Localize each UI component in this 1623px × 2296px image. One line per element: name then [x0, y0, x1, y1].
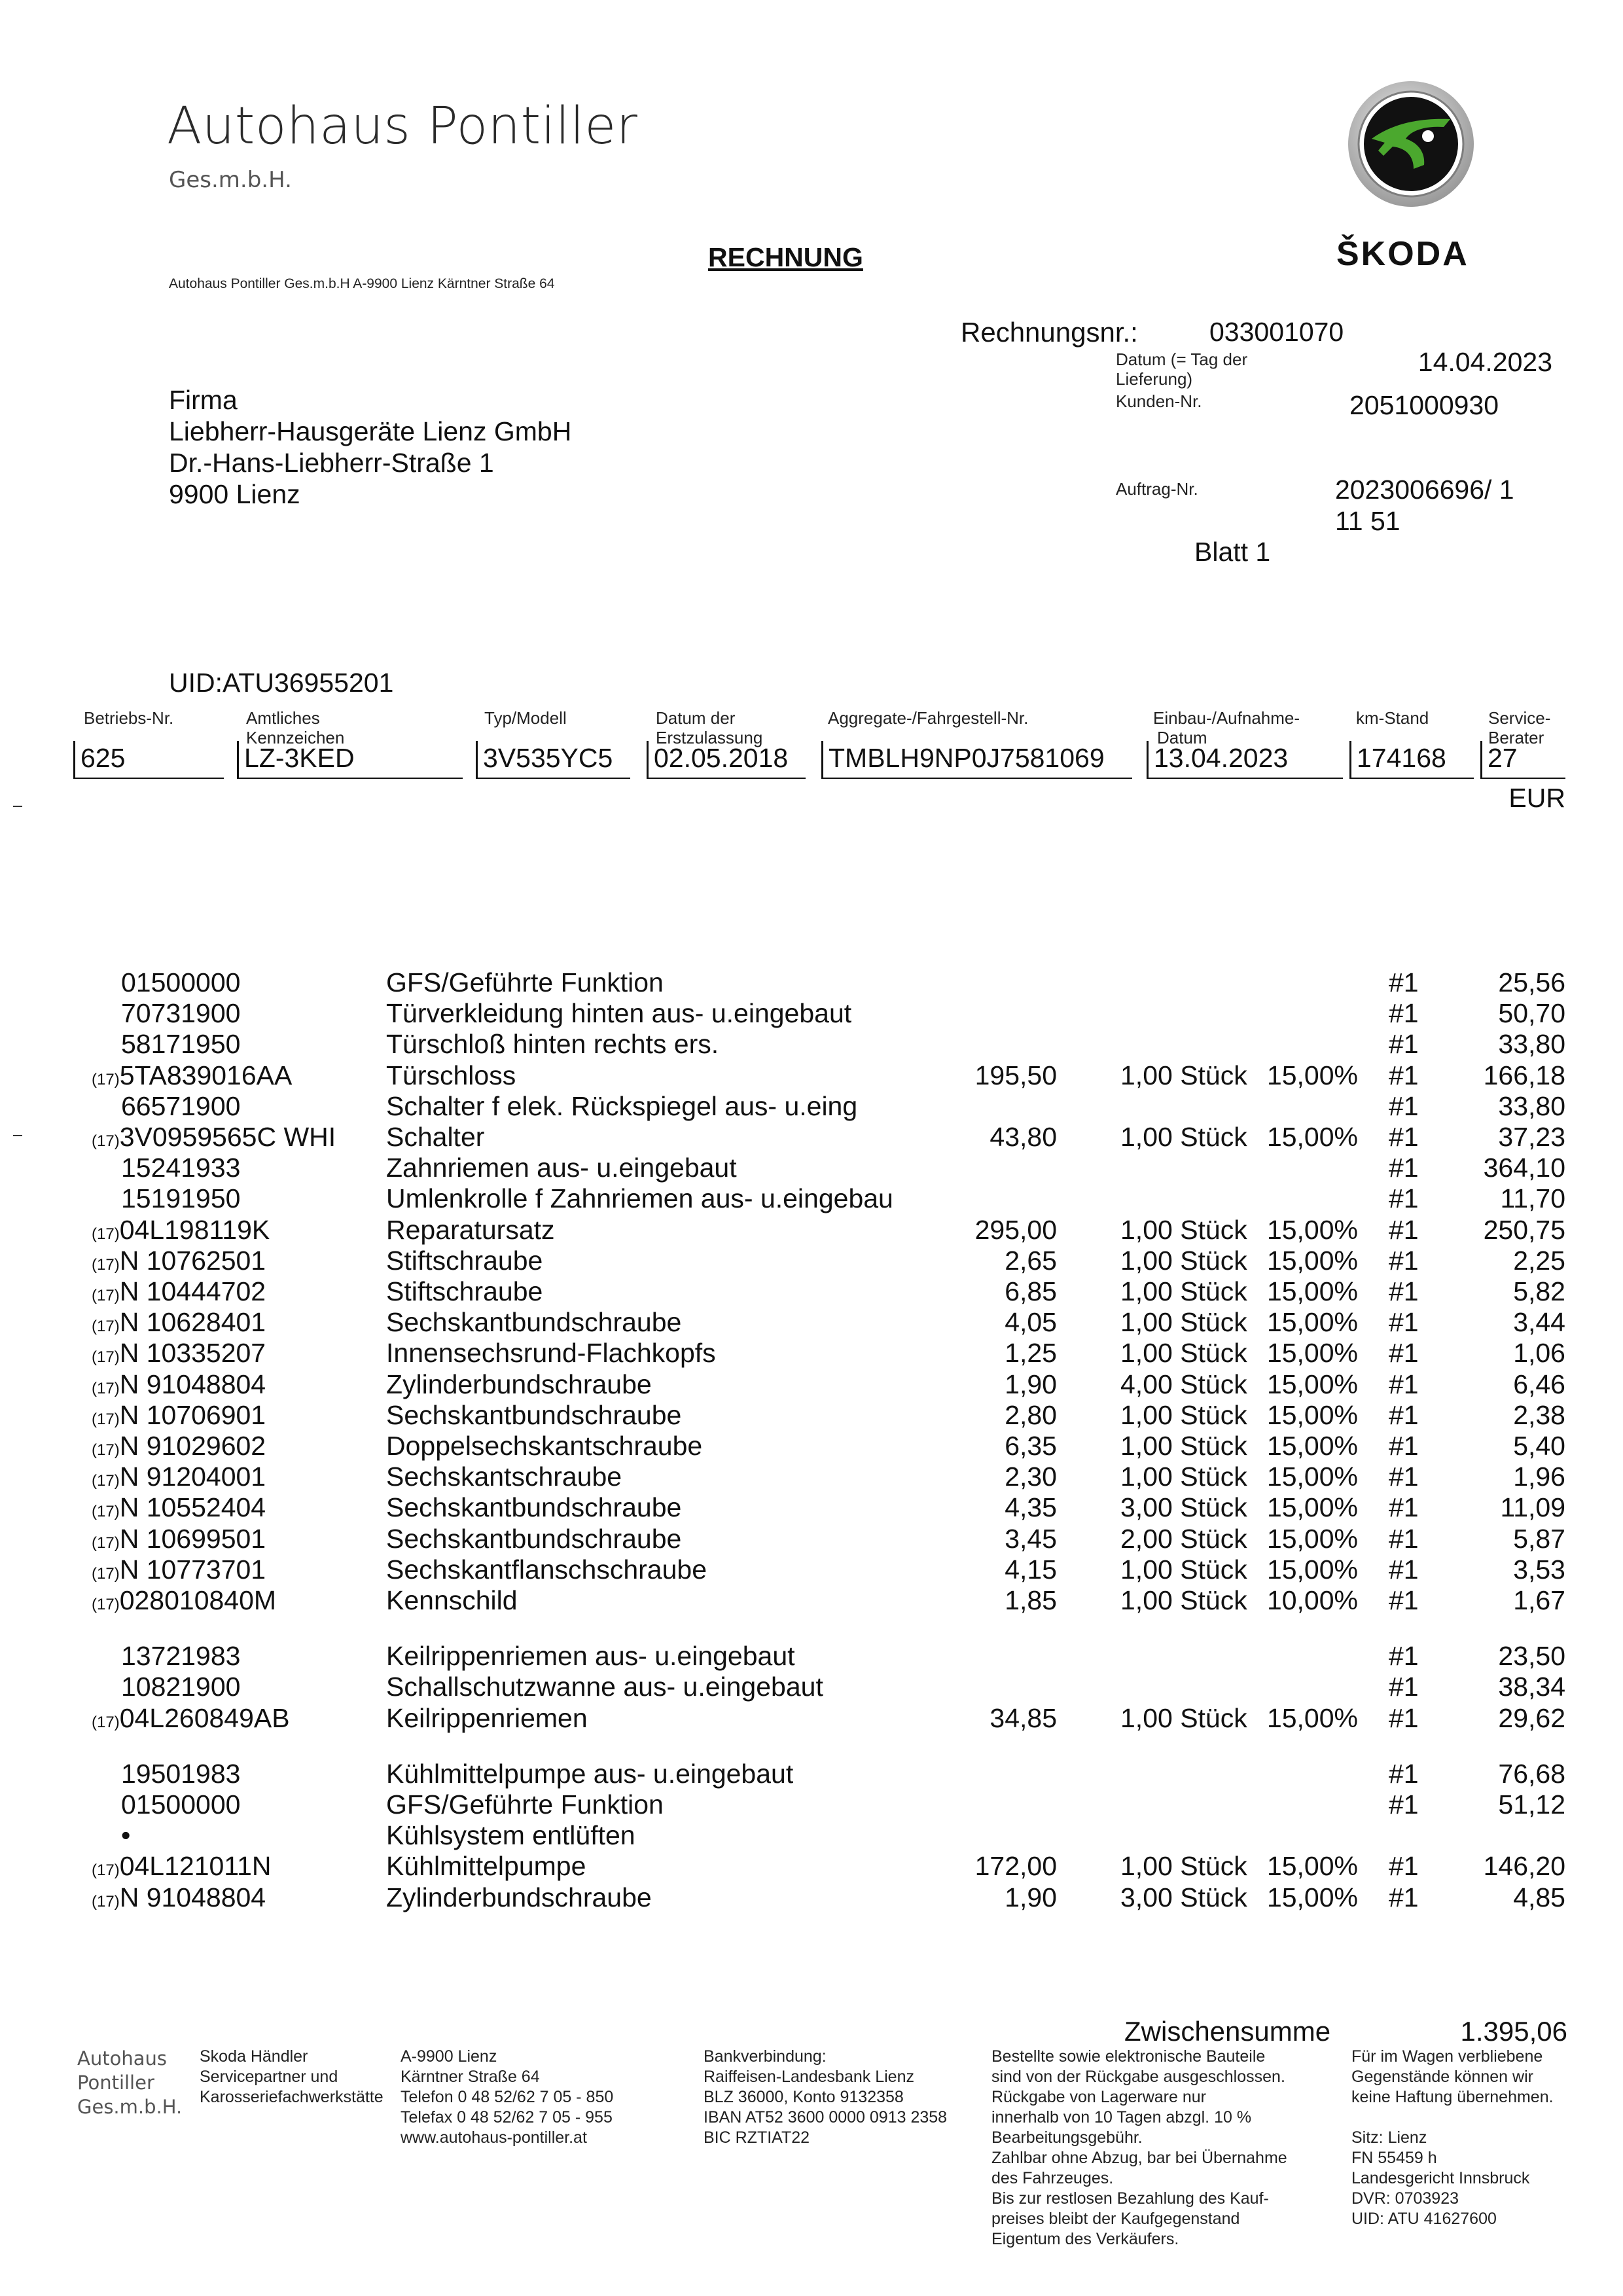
- item-discount: 15,00%: [1266, 1431, 1358, 1461]
- item-tax-code: #1: [1389, 1492, 1419, 1523]
- item-discount: 15,00%: [1266, 1882, 1358, 1912]
- item-code: [92, 1462, 266, 1492]
- item-description: Kühlmittelpumpe: [386, 1851, 586, 1882]
- label-betriebs-nr: Betriebs-Nr.: [84, 708, 174, 728]
- footer-return-terms: Bestellte sowie elektronische Bauteile sind von der Rückgabe ausgeschlossen. Rückgabe von Lagerware nur innerhalb von 10 Tagen abzgl. 10 % Bearbeitungsgebühr. Zahlbar ohne Abzug, bar bei Übernahme des Fahrzeuges. Bis zur restlosen Bezahlung des Kauf- preises bleibt der Kaufgegenstand Eigentum des Verkäufers.: [991, 2047, 1287, 2248]
- item-total: 146,20: [1483, 1851, 1565, 1882]
- item-quantity: 1,00 Stück: [1120, 1338, 1247, 1369]
- table-row: [0, 1091, 1623, 1122]
- item-total: 25,56: [1498, 967, 1565, 997]
- item-code: [92, 1060, 292, 1091]
- item-total: 33,80: [1498, 1029, 1565, 1060]
- currency-label: EUR: [1508, 783, 1565, 813]
- item-tax-code: #1: [1389, 1153, 1419, 1183]
- item-tax-code: #1: [1389, 1369, 1419, 1399]
- table-row: [0, 1369, 1623, 1400]
- item-code: 70731900: [121, 998, 241, 1029]
- item-total: 38,34: [1498, 1672, 1565, 1702]
- item-discount: 15,00%: [1266, 1214, 1358, 1245]
- item-quantity: 1,00 Stück: [1120, 1060, 1247, 1090]
- item-description: Türverkleidung hinten aus- u.eingebaut: [386, 998, 852, 1029]
- customer-number-label: Kunden-Nr.: [1116, 391, 1202, 411]
- item-description: GFS/Geführte Funktion: [386, 967, 664, 997]
- item-discount: 15,00%: [1266, 1307, 1358, 1338]
- item-footnote-marker: (17): [92, 1132, 120, 1150]
- item-discount: 15,00%: [1266, 1276, 1358, 1306]
- item-total: 5,40: [1513, 1431, 1565, 1461]
- item-description: Zahnriemen aus- u.eingebaut: [386, 1153, 737, 1183]
- item-quantity: 1,00 Stück: [1120, 1462, 1247, 1492]
- table-row: [0, 1641, 1623, 1672]
- item-code-text: N 10762501: [119, 1245, 266, 1276]
- item-description: Kennschild: [386, 1585, 518, 1615]
- item-total: 50,70: [1498, 998, 1565, 1029]
- item-description: Sechskantbundschraube: [386, 1523, 682, 1554]
- item-tax-code: #1: [1389, 1523, 1419, 1554]
- order-number: 2023006696/ 1: [1335, 475, 1514, 505]
- item-description: Kühlsystem entlüften: [386, 1820, 635, 1851]
- item-description: Reparatursatz: [386, 1214, 555, 1245]
- item-quantity: 1,00 Stück: [1120, 1851, 1247, 1882]
- item-quantity: 1,00 Stück: [1120, 1399, 1247, 1430]
- table-row: [0, 1524, 1623, 1554]
- item-description: Kühlmittelpumpe aus- u.eingebaut: [386, 1758, 794, 1789]
- item-code: •: [121, 1820, 131, 1851]
- item-footnote-marker: (17): [92, 1892, 120, 1910]
- item-discount: 15,00%: [1266, 1338, 1358, 1369]
- item-description: Keilrippenriemen: [386, 1702, 588, 1733]
- item-tax-code: #1: [1389, 1214, 1419, 1245]
- item-tax-code: #1: [1389, 1789, 1419, 1820]
- item-unit-price: 4,05: [1005, 1307, 1057, 1338]
- label-einbau-datum: Einbau-/Aufnahme- Datum: [1153, 708, 1300, 747]
- value-service-berater: 27: [1480, 741, 1565, 779]
- table-row: [0, 1672, 1623, 1702]
- item-code: [92, 1703, 290, 1734]
- customer-uid: UID:ATU36955201: [169, 668, 394, 698]
- value-einbau-datum: 13.04.2023: [1147, 741, 1343, 779]
- item-code-text: N 10335207: [119, 1338, 266, 1369]
- item-discount: 15,00%: [1266, 1554, 1358, 1585]
- item-tax-code: #1: [1389, 1851, 1419, 1882]
- order-sub-number: 11 51: [1335, 506, 1400, 536]
- item-code-text: N 10699501: [119, 1523, 266, 1554]
- item-unit-price: 4,35: [1005, 1492, 1057, 1523]
- item-code-text: 5TA839016AA: [119, 1060, 293, 1090]
- item-unit-price: 1,90: [1005, 1369, 1057, 1399]
- item-footnote-marker: (17): [92, 1472, 120, 1490]
- label-kennzeichen: Amtliches Kennzeichen: [246, 708, 345, 747]
- item-description: Keilrippenriemen aus- u.eingebaut: [386, 1641, 795, 1672]
- table-row: [0, 1820, 1623, 1851]
- item-code: [92, 1431, 266, 1462]
- item-footnote-marker: (17): [92, 1255, 120, 1274]
- recipient-line-firma: Firma: [169, 385, 238, 415]
- item-footnote-marker: (17): [92, 1348, 120, 1367]
- item-unit-price: 2,65: [1005, 1245, 1057, 1276]
- table-row: [0, 1307, 1623, 1338]
- item-total: 2,25: [1513, 1245, 1565, 1276]
- subtotal-value: 1.395,06: [1460, 2016, 1567, 2047]
- item-code: [92, 1400, 266, 1431]
- item-discount: 15,00%: [1266, 1245, 1358, 1276]
- item-unit-price: 6,85: [1005, 1276, 1057, 1306]
- item-quantity: 3,00 Stück: [1120, 1882, 1247, 1912]
- item-footnote-marker: (17): [92, 1379, 120, 1397]
- item-discount: 10,00%: [1266, 1585, 1358, 1615]
- item-code-text: 028010840M: [119, 1585, 277, 1615]
- item-code: 66571900: [121, 1090, 241, 1121]
- item-unit-price: 43,80: [990, 1122, 1057, 1152]
- item-unit-price: 2,30: [1005, 1462, 1057, 1492]
- item-quantity: 1,00 Stück: [1120, 1245, 1247, 1276]
- item-discount: 15,00%: [1266, 1399, 1358, 1430]
- item-code-text: N 10444702: [119, 1276, 266, 1306]
- table-row: [0, 1585, 1623, 1616]
- item-total: 6,46: [1513, 1369, 1565, 1399]
- footer-dealer-info: Skoda Händler Servicepartner und Karosseriefachwerkstätte: [200, 2047, 383, 2106]
- item-total: 23,50: [1498, 1641, 1565, 1672]
- item-tax-code: #1: [1389, 1245, 1419, 1276]
- label-erstzulassung: Datum der Erstzulassung: [656, 708, 763, 747]
- item-description: Sechskantbundschraube: [386, 1399, 682, 1430]
- item-total: 2,38: [1513, 1399, 1565, 1430]
- item-footnote-marker: (17): [92, 1503, 120, 1521]
- label-typ-modell: Typ/Modell: [484, 708, 567, 728]
- item-description: Stiftschraube: [386, 1276, 543, 1306]
- invoice-date: 14.04.2023: [1418, 347, 1552, 377]
- item-footnote-marker: (17): [92, 1410, 120, 1428]
- item-code-text: N 10706901: [119, 1399, 266, 1430]
- item-quantity: 1,00 Stück: [1120, 1276, 1247, 1306]
- item-unit-price: 1,25: [1005, 1338, 1057, 1369]
- item-code: [92, 1554, 266, 1585]
- table-row: [0, 1122, 1623, 1153]
- item-code: 19501983: [121, 1758, 241, 1789]
- item-quantity: 1,00 Stück: [1120, 1702, 1247, 1733]
- skoda-winged-arrow-icon: [1346, 79, 1476, 209]
- table-row: [0, 998, 1623, 1029]
- footer-company-logo-text: Autohaus Pontiller Ges.m.b.H.: [77, 2047, 183, 2118]
- item-tax-code: #1: [1389, 1641, 1419, 1672]
- item-footnote-marker: (17): [92, 1318, 120, 1336]
- value-erstzulassung: 02.05.2018: [647, 741, 806, 779]
- item-total: 1,96: [1513, 1462, 1565, 1492]
- subtotal-label: Zwischensumme: [1124, 2016, 1331, 2047]
- item-code: [92, 1851, 271, 1882]
- table-row: [0, 1060, 1623, 1091]
- item-code: 10821900: [121, 1672, 241, 1702]
- value-betriebs-nr: 625: [73, 741, 224, 779]
- item-unit-price: 172,00: [974, 1851, 1057, 1882]
- item-code: [92, 1276, 266, 1307]
- label-fahrgestell-nr: Aggregate-/Fahrgestell-Nr.: [828, 708, 1029, 728]
- item-tax-code: #1: [1389, 967, 1419, 997]
- item-tax-code: #1: [1389, 1462, 1419, 1492]
- item-footnote-marker: (17): [92, 1534, 120, 1552]
- table-row: [0, 1462, 1623, 1492]
- item-tax-code: #1: [1389, 1399, 1419, 1430]
- item-tax-code: #1: [1389, 1122, 1419, 1152]
- item-discount: 15,00%: [1266, 1122, 1358, 1152]
- item-tax-code: #1: [1389, 1029, 1419, 1060]
- footer-contact-info: A-9900 Lienz Kärntner Straße 64 Telefon 0 48 52/62 7 05 - 850 Telefax 0 48 52/62 7 05 - 955 www.autohaus-pontiller.at: [401, 2047, 614, 2147]
- item-discount: 15,00%: [1266, 1369, 1358, 1399]
- item-quantity: 2,00 Stück: [1120, 1523, 1247, 1554]
- item-total: 37,23: [1498, 1122, 1565, 1152]
- item-description: Doppelsechskantschraube: [386, 1431, 703, 1461]
- item-code: [92, 1215, 270, 1246]
- item-description: Umlenkrolle f Zahnriemen aus- u.eingebau: [386, 1183, 893, 1214]
- item-total: 3,53: [1513, 1554, 1565, 1585]
- item-total: 1,06: [1513, 1338, 1565, 1369]
- item-code: 58171950: [121, 1029, 241, 1060]
- item-description: Zylinderbundschraube: [386, 1369, 652, 1399]
- table-row: [0, 1246, 1623, 1276]
- item-description: Stiftschraube: [386, 1245, 543, 1276]
- item-description: Türschloß hinten rechts ers.: [386, 1029, 719, 1060]
- item-tax-code: #1: [1389, 1090, 1419, 1121]
- table-row: [0, 1400, 1623, 1431]
- item-code-text: N 10773701: [119, 1554, 266, 1585]
- invoice-number: 033001070: [1209, 317, 1344, 347]
- table-row: [0, 1431, 1623, 1462]
- table-row: [0, 1338, 1623, 1369]
- table-row: [0, 1703, 1623, 1734]
- item-unit-price: 6,35: [1005, 1431, 1057, 1461]
- item-total: 1,67: [1513, 1585, 1565, 1615]
- table-row: [0, 1554, 1623, 1585]
- recipient-company: Liebherr-Hausgeräte Lienz GmbH: [169, 416, 572, 446]
- item-tax-code: #1: [1389, 1307, 1419, 1338]
- item-footnote-marker: (17): [92, 1596, 120, 1613]
- item-tax-code: #1: [1389, 1882, 1419, 1912]
- item-description: Zylinderbundschraube: [386, 1882, 652, 1912]
- item-description: Sechskantbundschraube: [386, 1307, 682, 1338]
- table-row: [0, 1183, 1623, 1214]
- invoice-number-label: Rechnungsnr.:: [961, 317, 1138, 348]
- item-discount: 15,00%: [1266, 1462, 1358, 1492]
- item-code: [92, 1338, 266, 1369]
- item-code-text: N 10628401: [119, 1307, 266, 1338]
- item-total: 5,82: [1513, 1276, 1565, 1306]
- item-code-text: N 10552404: [119, 1492, 266, 1523]
- item-footnote-marker: (17): [92, 1713, 120, 1731]
- delivery-date-label: Datum (= Tag der Lieferung): [1116, 350, 1248, 389]
- item-code: 01500000: [121, 967, 241, 997]
- item-discount: 15,00%: [1266, 1492, 1358, 1523]
- item-total: 51,12: [1498, 1789, 1565, 1820]
- item-description: Sechskantflanschschraube: [386, 1554, 707, 1585]
- item-unit-price: 1,90: [1005, 1882, 1057, 1912]
- footer-legal-info: Für im Wagen verbliebene Gegenstände können wir keine Haftung übernehmen. Sitz: Lienz FN 55459 h Landesgericht Innsbruck DVR: 0703923 UID: ATU 41627600: [1351, 2047, 1554, 2228]
- item-tax-code: #1: [1389, 1338, 1419, 1369]
- table-row: [0, 1759, 1623, 1789]
- label-service-berater: Service- Berater: [1488, 708, 1551, 747]
- item-total: 166,18: [1483, 1060, 1565, 1090]
- item-description: Innensechsrund-Flachkopfs: [386, 1338, 716, 1369]
- item-code-text: N 91048804: [119, 1882, 266, 1912]
- item-code: 15241933: [121, 1153, 241, 1183]
- table-row: [0, 1029, 1623, 1060]
- item-description: Schalter: [386, 1122, 485, 1152]
- company-name: Autohaus Pontiller: [167, 97, 638, 156]
- item-quantity: 1,00 Stück: [1120, 1431, 1247, 1461]
- table-row: [0, 1882, 1623, 1913]
- item-code: 13721983: [121, 1641, 241, 1672]
- table-row: [0, 1153, 1623, 1183]
- item-code: [92, 1307, 266, 1338]
- order-number-label: Auftrag-Nr.: [1116, 479, 1198, 499]
- item-total: 29,62: [1498, 1702, 1565, 1733]
- item-tax-code: #1: [1389, 1702, 1419, 1733]
- item-total: 11,70: [1500, 1183, 1565, 1214]
- item-quantity: 1,00 Stück: [1120, 1585, 1247, 1615]
- item-code: [92, 1122, 336, 1153]
- item-total: 11,09: [1500, 1492, 1565, 1523]
- item-total: 250,75: [1483, 1214, 1565, 1245]
- item-total: 4,85: [1513, 1882, 1565, 1912]
- table-row: [0, 1789, 1623, 1820]
- table-row: [0, 1851, 1623, 1882]
- item-quantity: 1,00 Stück: [1120, 1554, 1247, 1585]
- item-code: [92, 1369, 266, 1400]
- item-discount: 15,00%: [1266, 1523, 1358, 1554]
- recipient-street: Dr.-Hans-Liebherr-Straße 1: [169, 448, 494, 478]
- item-footnote-marker: (17): [92, 1564, 120, 1583]
- company-suffix: Ges.m.b.H.: [169, 167, 292, 193]
- item-code-text: N 91029602: [119, 1431, 266, 1461]
- item-tax-code: #1: [1389, 1183, 1419, 1214]
- document-title: RECHNUNG: [708, 242, 863, 272]
- item-code-text: N 91204001: [119, 1462, 266, 1492]
- item-quantity: 3,00 Stück: [1120, 1492, 1247, 1523]
- item-footnote-marker: (17): [92, 1441, 120, 1459]
- sheet-number: Blatt 1: [1194, 537, 1271, 567]
- item-unit-price: 1,85: [1005, 1585, 1057, 1615]
- table-row: [0, 1215, 1623, 1246]
- item-total: 33,80: [1498, 1090, 1565, 1121]
- item-tax-code: #1: [1389, 998, 1419, 1029]
- sender-address-line: Autohaus Pontiller Ges.m.b.H A-9900 Lienz Kärntner Straße 64: [169, 276, 555, 291]
- item-discount: 15,00%: [1266, 1702, 1358, 1733]
- item-unit-price: 2,80: [1005, 1399, 1057, 1430]
- item-total: 5,87: [1513, 1523, 1565, 1554]
- item-code: [92, 1585, 276, 1616]
- item-description: Türschloss: [386, 1060, 516, 1090]
- item-unit-price: 3,45: [1005, 1523, 1057, 1554]
- item-description: Schalter f elek. Rückspiegel aus- u.eing: [386, 1090, 858, 1121]
- item-unit-price: 195,50: [974, 1060, 1057, 1090]
- item-description: Sechskantbundschraube: [386, 1492, 682, 1523]
- item-quantity: 1,00 Stück: [1120, 1214, 1247, 1245]
- item-code: [92, 1246, 266, 1276]
- item-tax-code: #1: [1389, 1758, 1419, 1789]
- table-row: [0, 967, 1623, 998]
- item-discount: 15,00%: [1266, 1851, 1358, 1882]
- item-footnote-marker: (17): [92, 1070, 120, 1088]
- item-footnote-marker: (17): [92, 1287, 120, 1304]
- item-total: 3,44: [1513, 1307, 1565, 1338]
- item-unit-price: 295,00: [974, 1214, 1057, 1245]
- value-fahrgestell-nr: TMBLH9NP0J7581069: [821, 741, 1132, 779]
- item-footnote-marker: (17): [92, 1225, 120, 1243]
- item-description: GFS/Geführte Funktion: [386, 1789, 664, 1820]
- item-tax-code: #1: [1389, 1276, 1419, 1306]
- item-total: 364,10: [1483, 1153, 1565, 1183]
- value-typ-modell: 3V535YC5: [476, 741, 630, 779]
- item-total: 76,68: [1498, 1758, 1565, 1789]
- item-tax-code: #1: [1389, 1585, 1419, 1615]
- item-tax-code: #1: [1389, 1060, 1419, 1090]
- item-code: 15191950: [121, 1183, 241, 1214]
- item-quantity: 1,00 Stück: [1120, 1122, 1247, 1152]
- item-footnote-marker: (17): [92, 1861, 120, 1880]
- value-kennzeichen: LZ-3KED: [237, 741, 463, 779]
- skoda-wordmark: ŠKODA: [1336, 235, 1469, 273]
- fold-mark: [13, 806, 22, 807]
- item-code-text: 04L121011N: [119, 1851, 272, 1882]
- table-row: [0, 1276, 1623, 1307]
- table-row: [0, 1492, 1623, 1523]
- item-code: [92, 1492, 266, 1523]
- item-discount: 15,00%: [1266, 1060, 1358, 1090]
- item-description: Schallschutzwanne aus- u.eingebaut: [386, 1672, 823, 1702]
- item-code-text: 3V0959565C WHI: [119, 1122, 336, 1152]
- item-quantity: 4,00 Stück: [1120, 1369, 1247, 1399]
- item-description: Sechskantschraube: [386, 1462, 622, 1492]
- value-km-stand: 174168: [1349, 741, 1474, 779]
- item-tax-code: #1: [1389, 1672, 1419, 1702]
- label-km-stand: km-Stand: [1356, 708, 1429, 728]
- item-code-text: 04L260849AB: [119, 1702, 290, 1733]
- item-tax-code: #1: [1389, 1431, 1419, 1461]
- item-code: [92, 1524, 266, 1554]
- recipient-city: 9900 Lienz: [169, 479, 300, 509]
- item-quantity: 1,00 Stück: [1120, 1307, 1247, 1338]
- item-tax-code: #1: [1389, 1554, 1419, 1585]
- item-code-text: N 91048804: [119, 1369, 266, 1399]
- customer-number: 2051000930: [1349, 390, 1499, 420]
- footer-bank-info: Bankverbindung: Raiffeisen-Landesbank Lienz BLZ 36000, Konto 9132358 IBAN AT52 3600 0000 0913 2358 BIC RZTIAT22: [704, 2047, 948, 2147]
- item-unit-price: 4,15: [1005, 1554, 1057, 1585]
- item-code: [92, 1882, 266, 1913]
- item-unit-price: 34,85: [990, 1702, 1057, 1733]
- item-code-text: 04L198119K: [119, 1214, 270, 1245]
- item-code: 01500000: [121, 1789, 241, 1820]
